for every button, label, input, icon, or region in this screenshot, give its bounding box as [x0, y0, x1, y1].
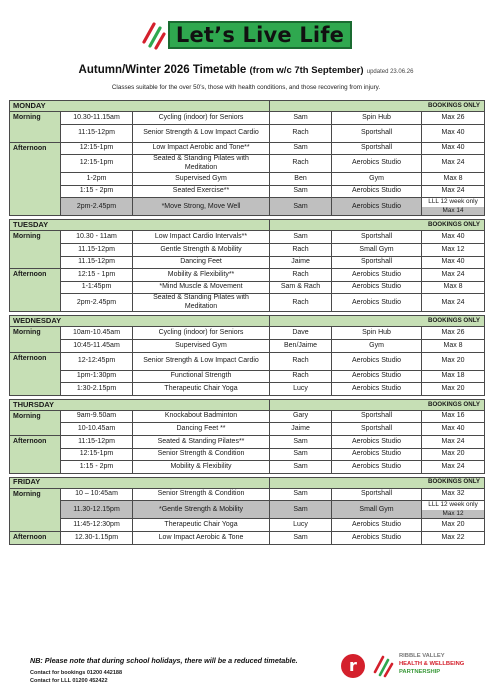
- period-label: Afternoon: [10, 269, 61, 312]
- day-header: [10, 220, 485, 231]
- bookings-only-label: BOOKINGS ONLY: [270, 220, 485, 231]
- class-venue: Aerobics Studio: [332, 281, 422, 294]
- bookings-only-label: BOOKINGS ONLY: [270, 477, 485, 488]
- day-header: [10, 101, 485, 112]
- period-label: Morning: [10, 488, 61, 531]
- class-venue: Sportshall: [332, 423, 422, 436]
- class-name: Gentle Strength & Mobility: [133, 243, 270, 256]
- class-venue: Aerobics Studio: [332, 198, 422, 216]
- class-time: 2pm-2.45pm: [61, 294, 133, 312]
- class-instructor: Dave: [270, 327, 332, 340]
- class-capacity: Max 22: [422, 531, 485, 544]
- class-capacity: Max 26: [422, 327, 485, 340]
- class-venue: Small Gym: [332, 243, 422, 256]
- timetable: [9, 100, 485, 545]
- class-instructor: Jaime: [270, 423, 332, 436]
- class-name: Dancing Feet: [133, 256, 270, 269]
- class-capacity: Max 18: [422, 370, 485, 383]
- class-capacity: Max 16: [422, 410, 485, 423]
- class-venue: Aerobics Studio: [332, 448, 422, 461]
- day-header: [10, 477, 485, 488]
- period-label: Morning: [10, 410, 61, 435]
- period-label: Morning: [10, 231, 61, 269]
- class-capacity: Max 20: [422, 519, 485, 532]
- class-capacity: Max 32: [422, 488, 485, 501]
- class-name: Therapeutic Chair Yoga: [133, 519, 270, 532]
- class-time: 1-1:45pm: [61, 281, 133, 294]
- class-instructor: Sam: [270, 198, 332, 216]
- class-time: 12.30-1.15pm: [61, 531, 133, 544]
- class-name: Seated & Standing Pilates**: [133, 435, 270, 448]
- class-time: 1pm-1:30pm: [61, 370, 133, 383]
- class-time: 11.15-12pm: [61, 243, 133, 256]
- class-instructor: Rach: [270, 155, 332, 173]
- partner-r-logo: r: [341, 654, 365, 678]
- capacity-max: Max 12: [422, 510, 484, 518]
- class-time: 12:15-1pm: [61, 155, 133, 173]
- class-row: [10, 435, 485, 448]
- class-capacity: Max 8: [422, 173, 485, 186]
- partner-line-1: RIBBLE VALLEY: [399, 653, 445, 659]
- period-label: Morning: [10, 327, 61, 352]
- class-time: 11:45-12:30pm: [61, 519, 133, 532]
- logo-stripes-icon: [140, 20, 166, 50]
- class-name: Supervised Gym: [133, 173, 270, 186]
- class-capacity: Max 24: [422, 269, 485, 282]
- logo-box: [168, 21, 352, 49]
- class-row: [10, 294, 485, 312]
- class-instructor: Sam & Rach: [270, 281, 332, 294]
- partner-line-3: PARTNERSHIP: [399, 669, 441, 676]
- class-instructor: Sam: [270, 501, 332, 519]
- class-row: [10, 531, 485, 544]
- class-instructor: Sam: [270, 531, 332, 544]
- class-name: Seated & Standing Pilates with Meditation: [133, 294, 270, 312]
- bookings-only-label: BOOKINGS ONLY: [270, 316, 485, 327]
- class-instructor: Sam: [270, 112, 332, 125]
- class-venue: Aerobics Studio: [332, 185, 422, 198]
- day-name: WEDNESDAY: [10, 316, 270, 327]
- class-capacity: Max 40: [422, 124, 485, 142]
- class-name: Senior Strength & Low Impact Cardio: [133, 124, 270, 142]
- class-time: 10:45-11.45am: [61, 339, 133, 352]
- class-name: Low Impact Aerobic & Tone: [133, 531, 270, 544]
- class-venue: Aerobics Studio: [332, 435, 422, 448]
- logo-header: [0, 18, 492, 52]
- class-venue: Aerobics Studio: [332, 294, 422, 312]
- class-venue: Aerobics Studio: [332, 352, 422, 370]
- class-time: 12:15-1pm: [61, 142, 133, 155]
- partner-stripes-icon: [372, 654, 394, 678]
- class-time: 10.30-11.15am: [61, 112, 133, 125]
- class-row: [10, 339, 485, 352]
- class-venue: Spin Hub: [332, 327, 422, 340]
- class-time: 10 – 10:45am: [61, 488, 133, 501]
- class-capacity: Max 20: [422, 448, 485, 461]
- class-row: [10, 327, 485, 340]
- bookings-only-label: BOOKINGS ONLY: [270, 399, 485, 410]
- class-capacity: [422, 501, 485, 519]
- period-label: Morning: [10, 112, 61, 143]
- class-name: Mobility & Flexibility: [133, 461, 270, 474]
- class-venue: Sportshall: [332, 488, 422, 501]
- class-instructor: Sam: [270, 185, 332, 198]
- class-name: Knockabout Badminton: [133, 410, 270, 423]
- class-time: 10-10.45am: [61, 423, 133, 436]
- class-row: [10, 256, 485, 269]
- class-row: [10, 198, 485, 216]
- class-name: Cycling (indoor) for Seniors: [133, 327, 270, 340]
- class-row: [10, 352, 485, 370]
- class-name: Seated & Standing Pilates with Meditation: [133, 155, 270, 173]
- class-instructor: Lucy: [270, 519, 332, 532]
- class-venue: Aerobics Studio: [332, 383, 422, 396]
- class-instructor: Rach: [270, 124, 332, 142]
- class-time: 12:15-1pm: [61, 448, 133, 461]
- class-name: *Gentle Strength & Mobility: [133, 501, 270, 519]
- logo-text: Let’s Live Life: [175, 23, 345, 47]
- class-venue: Aerobics Studio: [332, 269, 422, 282]
- class-row: [10, 501, 485, 519]
- class-row: [10, 124, 485, 142]
- class-row: [10, 173, 485, 186]
- class-time: 2pm-2.45pm: [61, 198, 133, 216]
- class-row: [10, 243, 485, 256]
- class-capacity: Max 40: [422, 423, 485, 436]
- class-time: 11:15-12pm: [61, 435, 133, 448]
- class-capacity: Max 24: [422, 185, 485, 198]
- class-time: 9am-9.50am: [61, 410, 133, 423]
- class-capacity: Max 40: [422, 256, 485, 269]
- lets-live-life-logo: [140, 20, 352, 50]
- class-capacity: Max 8: [422, 339, 485, 352]
- class-instructor: Rach: [270, 294, 332, 312]
- class-instructor: Sam: [270, 461, 332, 474]
- class-instructor: Rach: [270, 352, 332, 370]
- class-capacity: Max 20: [422, 352, 485, 370]
- class-row: [10, 461, 485, 474]
- class-instructor: Sam: [270, 142, 332, 155]
- class-capacity: Max 12: [422, 243, 485, 256]
- partner-name: [399, 652, 464, 677]
- class-row: [10, 410, 485, 423]
- lll-contact: Contact for LLL 01200 452422: [30, 678, 108, 684]
- class-instructor: Gary: [270, 410, 332, 423]
- bookings-contact: Contact for bookings 01200 442188: [30, 670, 123, 676]
- class-instructor: Ben/Jaime: [270, 339, 332, 352]
- class-name: Therapeutic Chair Yoga: [133, 383, 270, 396]
- class-name: Cycling (indoor) for Seniors: [133, 112, 270, 125]
- day-name: TUESDAY: [10, 220, 270, 231]
- partner-line-2: HEALTH & WELLBEING: [399, 661, 465, 668]
- class-instructor: Sam: [270, 435, 332, 448]
- class-time: 11:15-12pm: [61, 124, 133, 142]
- day-name: MONDAY: [10, 101, 270, 112]
- period-label: Afternoon: [10, 142, 61, 216]
- class-capacity: Max 24: [422, 294, 485, 312]
- holiday-note: NB: Please note that during school holidays, there will be a reduced timetable.: [30, 656, 298, 665]
- class-venue: Sportshall: [332, 410, 422, 423]
- class-venue: Sportshall: [332, 142, 422, 155]
- class-capacity: Max 20: [422, 383, 485, 396]
- page-subtitle: Classes suitable for the over 50’s, those with health conditions, and those recovering from injury.: [111, 84, 381, 91]
- class-instructor: Sam: [270, 448, 332, 461]
- class-name: *Mind Muscle & Movement: [133, 281, 270, 294]
- period-label: Afternoon: [10, 435, 61, 473]
- class-row: [10, 231, 485, 244]
- class-name: Senior Strength & Condition: [133, 488, 270, 501]
- day-name: FRIDAY: [10, 477, 270, 488]
- capacity-max: Max 14: [422, 207, 484, 215]
- class-instructor: Ben: [270, 173, 332, 186]
- capacity-note: LLL 12 week only: [428, 501, 478, 509]
- class-name: Mobility & Flexibility**: [133, 269, 270, 282]
- class-capacity: Max 8: [422, 281, 485, 294]
- class-time: 11.15-12pm: [61, 256, 133, 269]
- class-venue: Sportshall: [332, 256, 422, 269]
- class-time: 1:15 - 2pm: [61, 185, 133, 198]
- class-row: [10, 383, 485, 396]
- day-header: [10, 399, 485, 410]
- class-instructor: Rach: [270, 269, 332, 282]
- class-instructor: Rach: [270, 243, 332, 256]
- class-row: [10, 155, 485, 173]
- class-time: 10.30 - 11am: [61, 231, 133, 244]
- period-label: Afternoon: [10, 531, 61, 544]
- class-venue: Aerobics Studio: [332, 531, 422, 544]
- day-header: [10, 316, 485, 327]
- class-instructor: Sam: [270, 488, 332, 501]
- class-row: [10, 269, 485, 282]
- class-venue: Spin Hub: [332, 112, 422, 125]
- class-capacity: Max 40: [422, 142, 485, 155]
- class-time: 11.30-12.15pm: [61, 501, 133, 519]
- class-venue: Gym: [332, 173, 422, 186]
- page-title: [0, 64, 492, 76]
- class-time: 12:15 - 1pm: [61, 269, 133, 282]
- class-instructor: Lucy: [270, 383, 332, 396]
- capacity-note: LLL 12 week only: [428, 198, 478, 206]
- class-time: 10am-10.45am: [61, 327, 133, 340]
- class-capacity: Max 40: [422, 231, 485, 244]
- class-time: 1:30-2.15pm: [61, 383, 133, 396]
- class-name: Low Impact Cardio Intervals**: [133, 231, 270, 244]
- updated-date: updated 23.06.26: [366, 69, 414, 75]
- class-row: [10, 185, 485, 198]
- footer: [0, 652, 492, 700]
- class-time: 12-12:45pm: [61, 352, 133, 370]
- class-row: [10, 142, 485, 155]
- class-time: 1-2pm: [61, 173, 133, 186]
- class-name: Functional Strength: [133, 370, 270, 383]
- class-capacity: [422, 198, 485, 216]
- class-instructor: Rach: [270, 370, 332, 383]
- class-row: [10, 112, 485, 125]
- class-venue: Aerobics Studio: [332, 155, 422, 173]
- class-row: [10, 488, 485, 501]
- class-name: *Move Strong, Move Well: [133, 198, 270, 216]
- class-name: Senior Strength & Low Impact Cardio: [133, 352, 270, 370]
- class-name: Seated Exercise**: [133, 185, 270, 198]
- class-name: Supervised Gym: [133, 339, 270, 352]
- day-name: THURSDAY: [10, 399, 270, 410]
- class-name: Senior Strength & Condition: [133, 448, 270, 461]
- class-name: Dancing Feet **: [133, 423, 270, 436]
- title-sub: (from w/c 7th September): [249, 65, 364, 76]
- class-capacity: Max 26: [422, 112, 485, 125]
- class-row: [10, 519, 485, 532]
- class-instructor: Jaime: [270, 256, 332, 269]
- class-venue: Aerobics Studio: [332, 370, 422, 383]
- class-venue: Small Gym: [332, 501, 422, 519]
- class-venue: Sportshall: [332, 231, 422, 244]
- class-capacity: Max 24: [422, 461, 485, 474]
- class-venue: Gym: [332, 339, 422, 352]
- class-row: [10, 281, 485, 294]
- class-venue: Aerobics Studio: [332, 461, 422, 474]
- class-capacity: Max 24: [422, 435, 485, 448]
- class-capacity: Max 24: [422, 155, 485, 173]
- class-row: [10, 423, 485, 436]
- period-label: Afternoon: [10, 352, 61, 395]
- bookings-only-label: BOOKINGS ONLY: [270, 101, 485, 112]
- title-main: Autumn/Winter 2026 Timetable: [78, 64, 247, 76]
- class-row: [10, 370, 485, 383]
- class-venue: Sportshall: [332, 124, 422, 142]
- class-name: Low Impact Aerobic and Tone**: [133, 142, 270, 155]
- class-instructor: Sam: [270, 231, 332, 244]
- class-venue: Aerobics Studio: [332, 519, 422, 532]
- class-time: 1:15 - 2pm: [61, 461, 133, 474]
- class-row: [10, 448, 485, 461]
